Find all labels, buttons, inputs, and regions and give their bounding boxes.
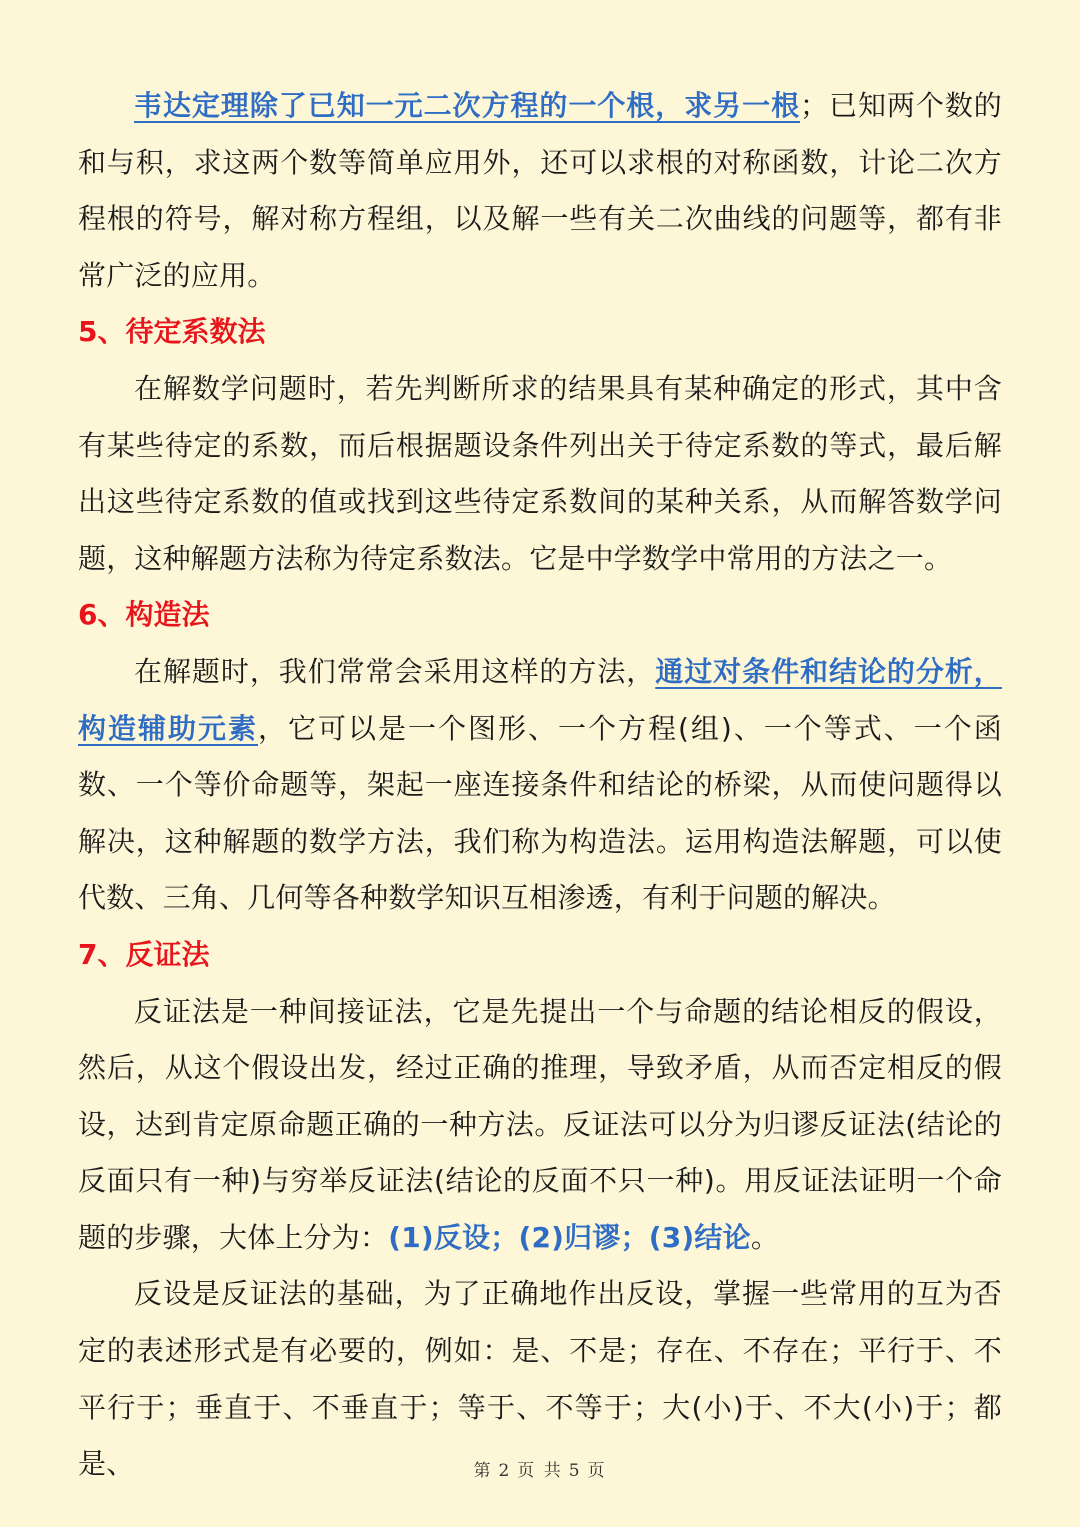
- page-footer: [0, 1456, 1080, 1481]
- section7-heading: 7、反证法: [78, 937, 210, 971]
- section7-paragraph-2: 反设是反证法的基础，为了正确地作出反设，掌握一些常用的互为否定的表述形式是有必要的，例如：是、不是；存在、不存在；平行于、不平行于；垂直于、不垂直于；等于、不等于；大(小)于、不大(小)于；都是、: [78, 1277, 1002, 1481]
- section6-highlight-text: 通过对条件和结论的分析，构造辅助元素: [78, 654, 1002, 745]
- section4-highlight-text: 韦达定理除了已知一元二次方程的一个根，求另一根: [134, 89, 801, 122]
- section7-highlight-text: (1)反设；(2)归谬；(3)结论: [388, 1220, 751, 1254]
- footer-prefix: 第: [473, 1461, 493, 1481]
- section7-paragraph-1: [78, 984, 1002, 1267]
- section7-text-start: 反证法是一种间接证法，它是先提出一个与命题的结论相反的假设，然后，从这个假设出发，经过正确的推理，导致矛盾，从而否定相反的假设，达到肯定原命题正确的一种方法。反证法可以分为归谬反证法(结论的反面只有一种)与穷举反证法(结论的反面不只一种)。用反证法证明一个命题的步骤，大体上分为：: [78, 994, 1002, 1254]
- section6-heading: 6、构造法: [78, 598, 210, 632]
- section6-text-rest: ，它可以是一个图形、一个方程(组)、一个等式、一个函数、一个等价命题等，架起一座连接条件和结论的桥梁，从而使问题得以解决，这种解题的数学方法，我们称为构造法。运用构造法解题，可以使代数、三角、几何等各种数学知识互相渗透，有利于问题的解决。: [78, 711, 1002, 915]
- footer-suffix: 页: [587, 1461, 607, 1481]
- section7-text-end: 。: [750, 1220, 780, 1254]
- section6-text-start: 在解题时，我们常常会采用这样的方法，: [134, 654, 656, 688]
- section5-paragraph: 在解数学问题时，若先判断所求的结果具有某种确定的形式，其中含有某些待定的系数，而后根据题设条件列出关于待定系数的等式，最后解出这些待定系数的值或找到这些待定系数间的某种关系，从而解答数学问题，这种解题方法称为待定系数法。它是中学数学中常用的方法之一。: [78, 371, 1002, 575]
- section4-paragraph: [78, 78, 1002, 304]
- footer-page-number: 2: [498, 1461, 512, 1481]
- section4-text: ；已知两个数的和与积，求这两个数等简单应用外，还可以求根的对称函数，计论二次方程根的符号，解对称方程组，以及解一些有关二次曲线的问题等，都有非常广泛的应用。: [78, 89, 1002, 292]
- footer-total-pages: 5: [568, 1461, 582, 1481]
- section6-paragraph: [78, 644, 1002, 927]
- section5-heading: 5、待定系数法: [78, 315, 266, 349]
- footer-middle: 页 共: [517, 1461, 563, 1481]
